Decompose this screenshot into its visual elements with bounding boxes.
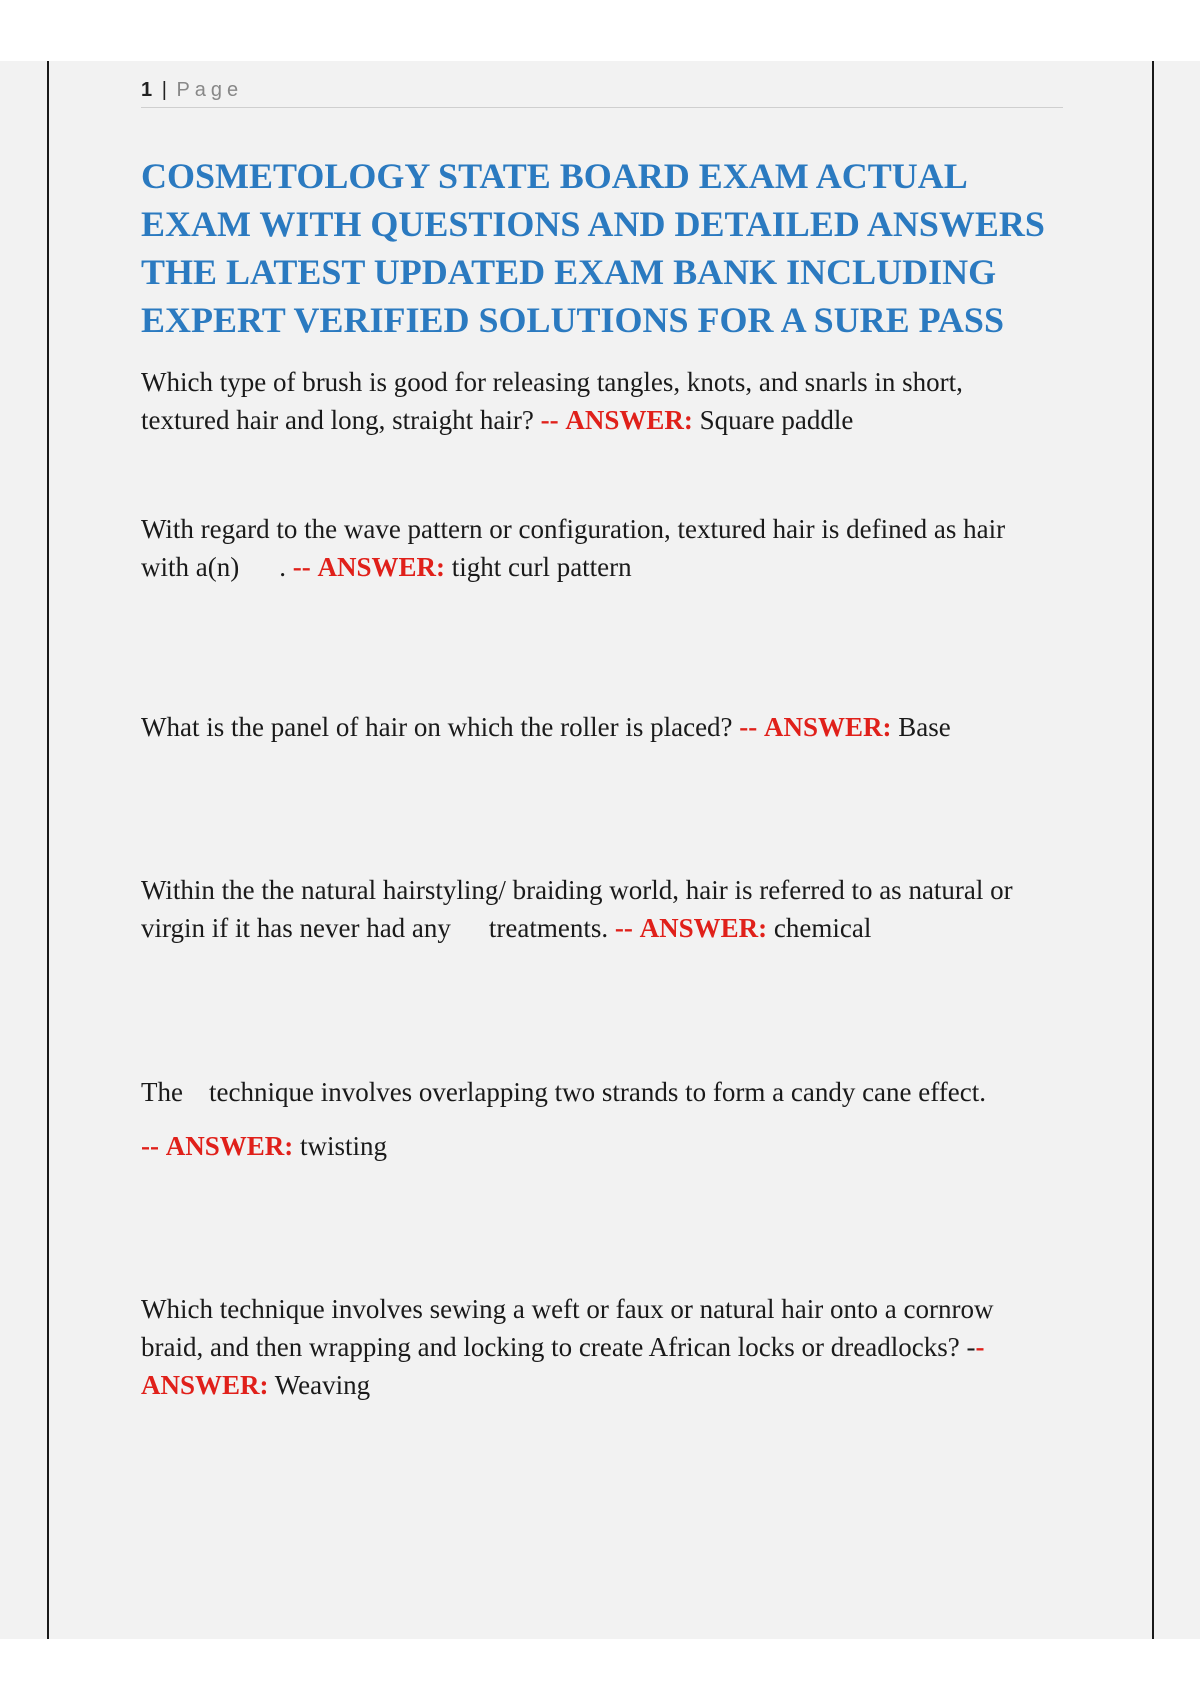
page-border-right — [1152, 61, 1154, 1639]
page-label: Page — [176, 79, 244, 101]
page-header-separator: | — [161, 79, 167, 101]
answer-label: ANSWER: — [317, 552, 445, 582]
answer-label: ANSWER: — [764, 712, 892, 742]
answer-text: twisting — [300, 1131, 388, 1161]
qa-item-5-question — [141, 1073, 1056, 1111]
question-text: Within the the natural hairstyling/ braiding world, hair is referred to as natural or virgin if it has never had any — [141, 875, 1013, 943]
answer-dash: -- — [739, 712, 758, 742]
answer-label: ANSWER: — [141, 1370, 269, 1400]
question-text-end: treatments. — [488, 913, 609, 943]
qa-item-3 — [141, 708, 1056, 746]
answer-dash-plain: - — [966, 1332, 976, 1362]
page-border-left — [47, 61, 49, 1639]
qa-item-5-answer — [141, 1127, 1056, 1165]
answer-dash: -- — [614, 913, 633, 943]
answer-text: chemical — [773, 913, 872, 943]
answer-text: Base — [898, 712, 951, 742]
question-text: With regard to the wave pattern or configuration, textured hair is defined as hair with a(n) — [141, 514, 1006, 582]
page-header — [141, 77, 1063, 108]
qa-item-6 — [141, 1290, 1056, 1404]
question-text: Which type of brush is good for releasing tangles, knots, and snarls in short, textured hair and long, straight hair? — [141, 367, 963, 435]
answer-text: Weaving — [274, 1370, 371, 1400]
answer-dash: -- — [292, 552, 311, 582]
qa-item-1 — [141, 363, 1056, 439]
question-text: Which technique involves sewing a weft or faux or natural hair onto a cornrow braid, and then wrapping and locking to create African locks or dreadlocks? — [141, 1294, 994, 1362]
answer-label: ANSWER: — [565, 405, 693, 435]
question-text: What is the panel of hair on which the roller is placed? — [141, 712, 733, 742]
qa-item-2 — [141, 510, 1056, 586]
answer-dash: - — [975, 1332, 985, 1362]
document-title: COSMETOLOGY STATE BOARD EXAM ACTUAL EXAM WITH QUESTIONS AND DETAILED ANSWERS THE LATEST UPDATED EXAM BANK INCLUDING EXPERT VERIFIED SOLUTIONS FOR A SURE PASS — [141, 156, 1045, 340]
answer-text: tight curl pattern — [451, 552, 632, 582]
question-text-end: technique involves overlapping two strands to form a candy cane effect. — [208, 1077, 986, 1107]
question-text-end: . — [279, 552, 286, 582]
question-text: The — [141, 1077, 183, 1107]
answer-label: ANSWER: — [165, 1131, 294, 1161]
answer-label: ANSWER: — [639, 913, 768, 943]
answer-dash: -- — [540, 405, 559, 435]
page-number: 1 — [141, 79, 153, 101]
answer-dash: -- — [141, 1131, 159, 1161]
qa-item-4 — [141, 871, 1056, 947]
answer-text: Square paddle — [699, 405, 854, 435]
